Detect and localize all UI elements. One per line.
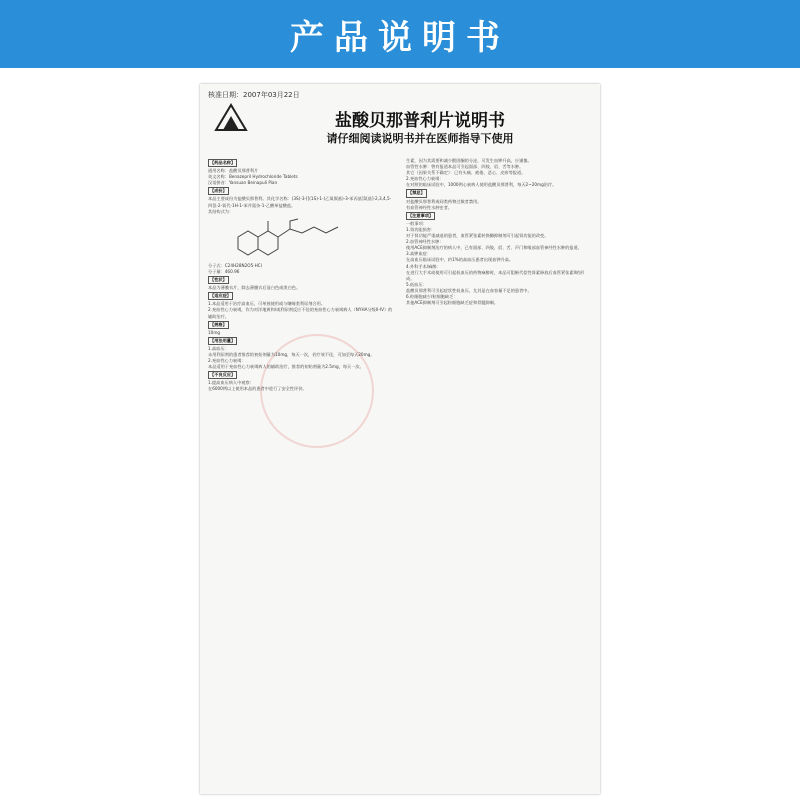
section-heading: 【规格】: [208, 321, 229, 329]
section-heading-row: [208, 186, 394, 196]
paragraph-text: 在进行大手术或使用可引起低血压的药物麻醉时，本品可阻断代偿性肾素释放后血管紧张素II的形成。: [406, 269, 585, 281]
paragraph-text: 血管性水肿：曾有报道本品可引起面部、四肢、唇、舌等水肿。: [406, 164, 524, 170]
approval-date: 核准日期：2007年03月22日: [208, 91, 300, 99]
document-subtitle: 请仔细阅读说明书并在医师指导下使用: [326, 132, 514, 145]
section-heading-row: [208, 370, 394, 380]
paragraph-text: 1.高血压：: [208, 345, 229, 351]
leaflet-sheet: [200, 84, 600, 794]
paragraph-text: 其它（因果关系不确定）：已有头痛、疲倦、恶心、皮疹等报道。: [406, 170, 526, 176]
paragraph-text: 10mg: [208, 329, 221, 335]
paragraph-text: 对盐酸贝那普利或同类药物过敏者禁用。: [406, 198, 482, 204]
paragraph-text: 2.充血性心力衰竭：: [208, 358, 246, 364]
structure-diagram: [228, 217, 348, 259]
section-heading: 【注意事项】: [406, 212, 435, 220]
section-heading-row: [406, 211, 592, 221]
section-heading: 【药品名称】: [208, 159, 237, 167]
section-heading: 【用法用量】: [208, 337, 237, 345]
paragraph-text: 本品主要成份为盐酸贝那普利。其化学名称：(3S)-3-[[(1S)-1-(乙氧羰基)-3-苯丙基]氨基]-2,3,4,5-四氢-2-氧代-1H-1-苯并氮杂-1-乙酸单盐酸盐。: [208, 196, 392, 208]
section-heading-row: [208, 336, 394, 346]
paragraph-text: 本品为薄膜衣片，除去薄膜衣后显白色或类白色。: [208, 285, 301, 291]
paragraph-text: 汉语拼音：Yansuan Beinapuli Pian: [208, 180, 278, 186]
section-heading-row: [406, 188, 592, 198]
paragraph-text: 生素，因为其需要和减少醛固酮的分泌，可发生血钾升高，应谨慎。: [406, 158, 532, 163]
section-heading: 【禁忌】: [406, 189, 427, 197]
paragraph-text: 2.充血性心力衰竭，作为对洋地黄和/或利尿剂反应不佳的充血性心力衰竭病人（NYHA分级II-IV）的辅助治疗。: [208, 307, 393, 319]
paragraph-text: 分子式：C24H28N2O5·HCl: [208, 262, 262, 268]
section-heading-row: [208, 158, 394, 168]
section-heading: 【成份】: [208, 187, 229, 195]
paragraph-text: 在高血压临床试验中，约1%的高血压患者出现血钾升高。: [406, 257, 514, 263]
paragraph-text: 2.充血性心力衰竭：: [406, 176, 444, 182]
paragraph-text: 1.提高血压病人中观察：: [208, 380, 254, 386]
paragraph-text: 在6000例以上使用本品的患者中进行了安全性评价。: [208, 386, 307, 392]
paragraph-text: 其他ACE抑制剂可引起粒细胞缺乏症和骨髓抑制。: [406, 300, 499, 306]
document-title: 盐酸贝那普利片说明书: [335, 111, 505, 131]
paragraph-text: 本品适用于充血性心力衰竭病人的辅助治疗，推荐的初始剂量为2.5mg，每天一次。: [208, 364, 364, 370]
paragraph-text: 4.外科手术/麻醉：: [406, 263, 441, 269]
section-heading: 【性状】: [208, 276, 229, 284]
paragraph-text: 1.本品适用于治疗高血压，可单独使用或与噻嗪类利尿剂合用。: [208, 301, 326, 307]
company-logo-icon: [214, 102, 248, 132]
banner-title: 产品说明书: [290, 17, 510, 58]
paragraph-text: 在对照的临床试验中，1000例心衰病人使用盐酸贝那普利，每天2~20mg治疗。: [406, 182, 557, 188]
right-column: [406, 158, 592, 788]
paragraph-text: 1.肾功能损害：: [406, 226, 436, 232]
section-heading-row: [208, 291, 394, 301]
paragraph-text: 通用名称：盐酸贝那普利片: [208, 168, 259, 174]
section-heading-row: [208, 275, 394, 285]
paragraph-text: 一般事项：: [406, 220, 427, 226]
section-heading-row: [208, 320, 394, 330]
section-heading: 【不良反应】: [208, 371, 237, 379]
paragraph-text: 分子量：460.96: [208, 268, 240, 274]
page-banner: [0, 0, 800, 68]
paragraph-text: 有血管神经性水肿史者。: [406, 204, 453, 210]
paragraph-text: 2.血管神经性水肿：: [406, 239, 444, 245]
paragraph-text: 其结构式为：: [208, 208, 234, 214]
paragraph-text: 未用利尿剂的患者推荐的初始剂量为10mg，每天一次，若疗效不佳，可加至每天20mg。: [208, 351, 375, 357]
section-heading: 【适应症】: [208, 292, 233, 300]
paragraph-text: 使用ACE抑制剂治疗的病人中，已有面部、四肢、唇、舌、声门和喉部血管神经性水肿的报道。: [406, 245, 582, 251]
paragraph-text: 3.高钾血症：: [406, 251, 431, 257]
paragraph-text: 盐酸贝那普利可引起症状性低血压，尤其是在血容量不足的患者中。: [406, 287, 532, 293]
paragraph-text: 英文名称：Benazepril Hydrochloride Tablets: [208, 174, 298, 180]
left-column: [208, 158, 394, 788]
paragraph-text: 5.低血压：: [406, 281, 427, 287]
paragraph-text: 对于肾功能严重减退的患者，血管紧张素转换酶抑制剂可引起肾功能的改变。: [406, 233, 549, 239]
paragraph-text: 6.粒细胞减少/粒细胞缺乏：: [406, 293, 458, 299]
